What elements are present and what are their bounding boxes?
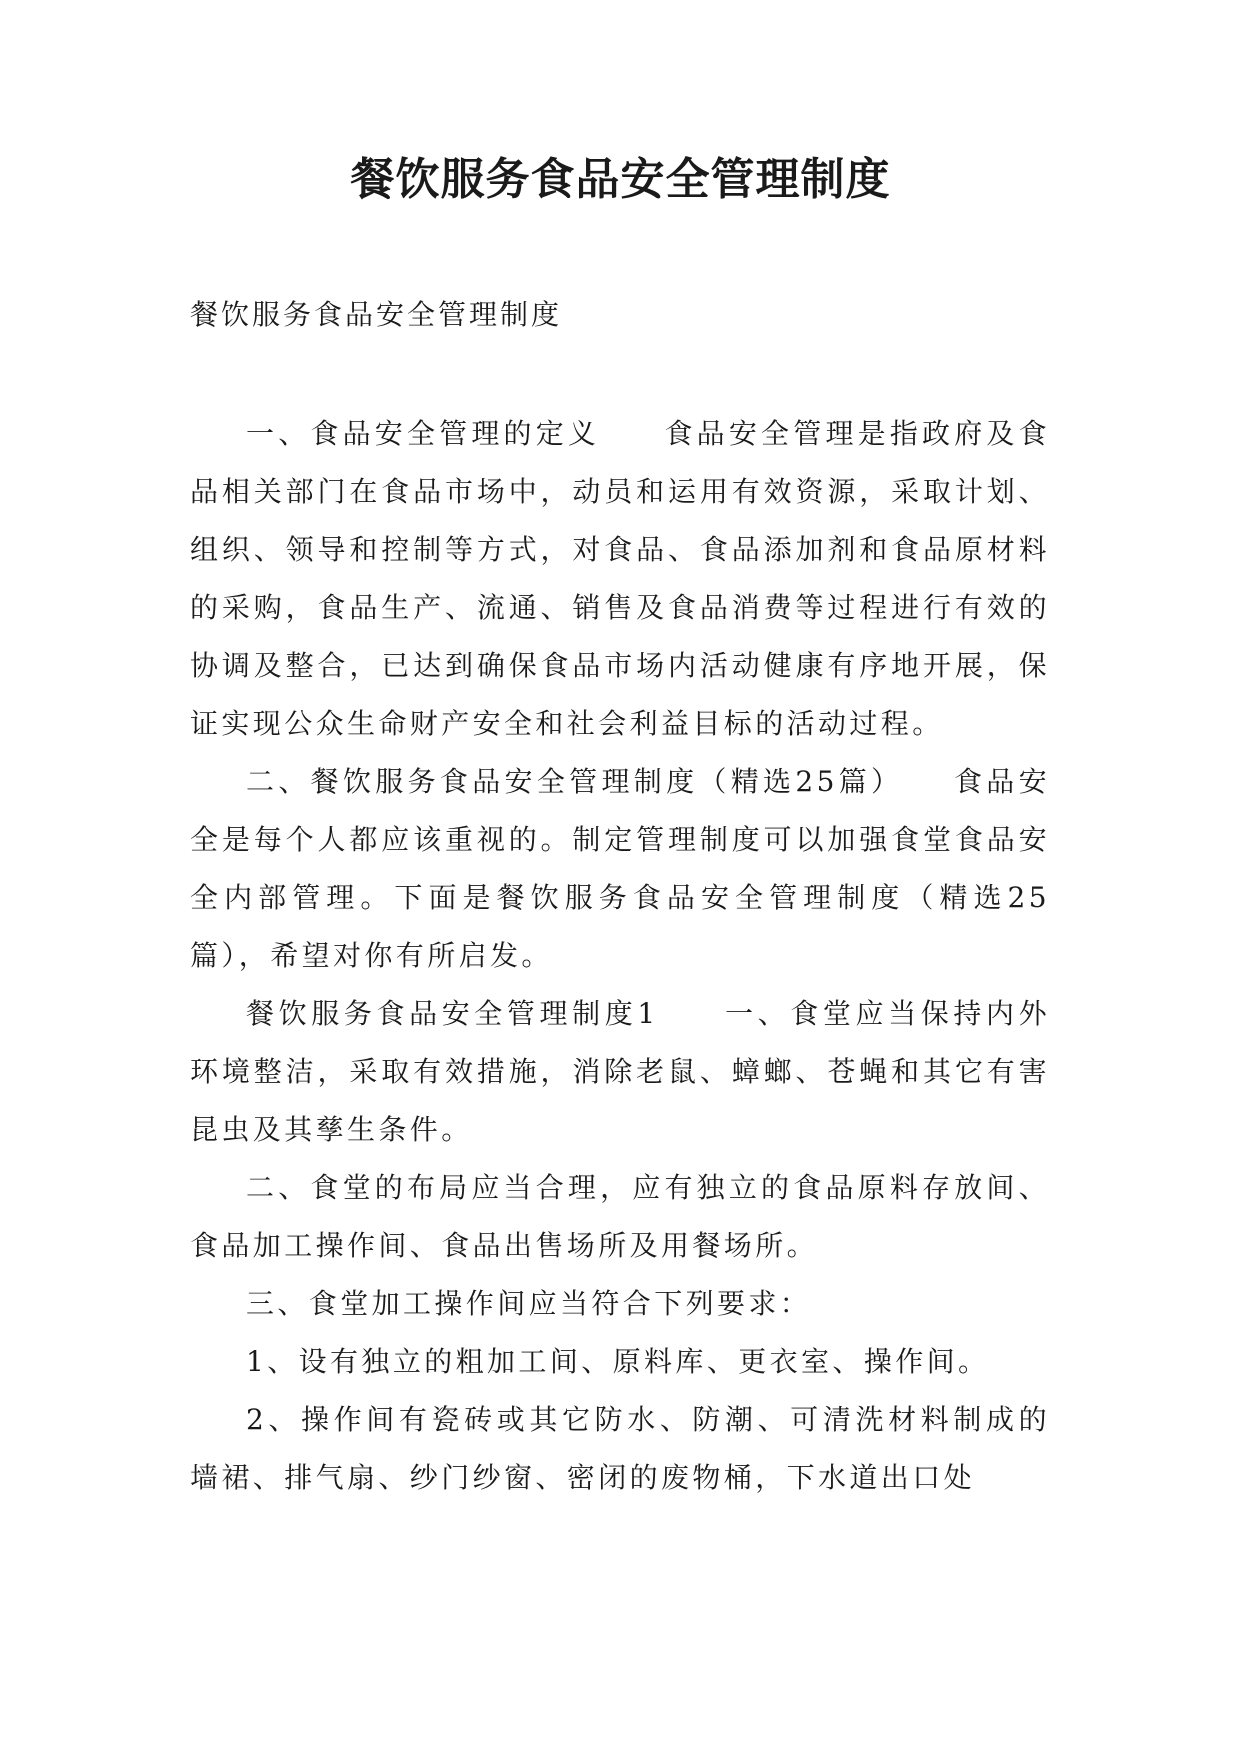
document-title: 餐饮服务食品安全管理制度 bbox=[350, 154, 891, 205]
paragraph: 二、食堂的布局应当合理，应有独立的食品原料存放间、食品加工操作间、食品出售场所及用餐场所。 bbox=[190, 1171, 1050, 1262]
paragraph: 三、食堂加工操作间应当符合下列要求： bbox=[246, 1287, 812, 1320]
document-body bbox=[190, 405, 1050, 1507]
paragraph: 二、餐饮服务食品安全管理制度（精选25篇） 食品安全是每个人都应该重视的。制定管理制度可以加强食堂食品安全内部管理。下面是餐饮服务食品安全管理制度（精选25篇），希望对你有所启发。 bbox=[190, 765, 1050, 972]
paragraph: 一、食品安全管理的定义 食品安全管理是指政府及食品相关部门在食品市场中，动员和运用有效资源，采取计划、组织、领导和控制等方式，对食品、食品添加剂和食品原材料的采购，食品生产、流通、销售及食品消费等过程进行有效的协调及整合，已达到确保食品市场内活动健康有序地开展，保证实现公众生命财产安全和社会利益目标的活动过程。 bbox=[190, 417, 1050, 740]
document-subtitle: 餐饮服务食品安全管理制度 bbox=[190, 298, 563, 331]
paragraph: 1、设有独立的粗加工间、原料库、更衣室、操作间。 bbox=[246, 1345, 990, 1378]
paragraph: 2、操作间有瓷砖或其它防水、防潮、可清洗材料制成的墙裙、排气扇、纱门纱窗、密闭的废物桶，下水道出口处 bbox=[190, 1403, 1050, 1494]
paragraph: 餐饮服务食品安全管理制度1 一、食堂应当保持内外环境整洁，采取有效措施，消除老鼠、蟑螂、苍蝇和其它有害昆虫及其孳生条件。 bbox=[190, 997, 1050, 1146]
